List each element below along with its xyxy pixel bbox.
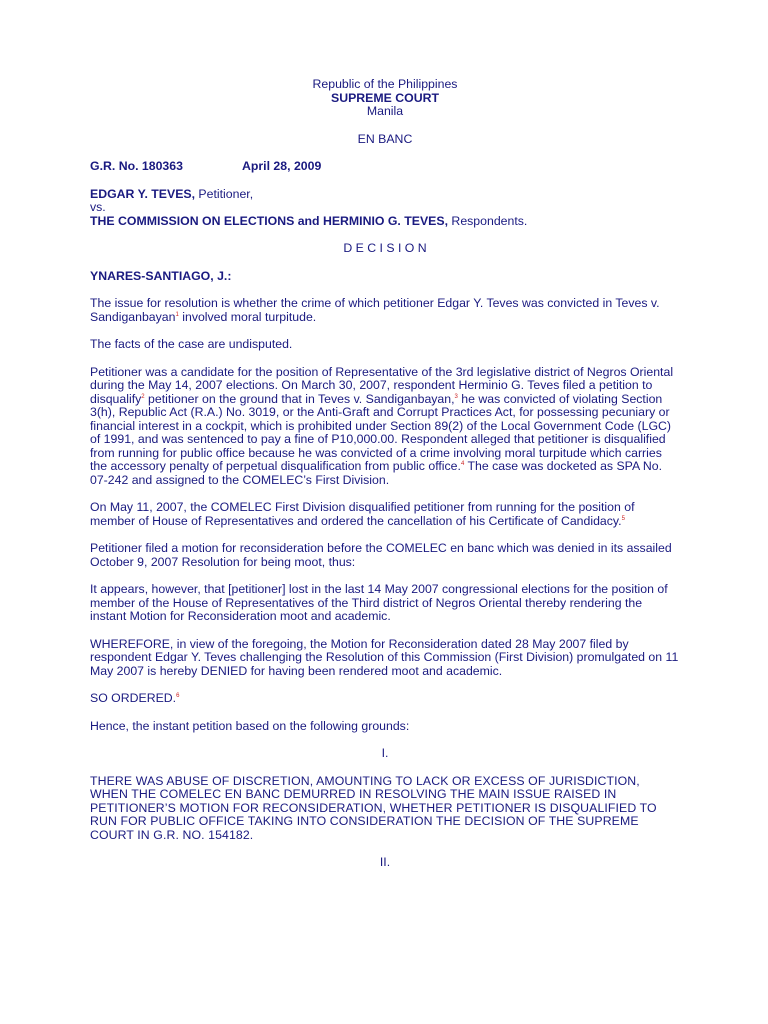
ponente: YNARES-SANTIAGO, J.: <box>90 268 232 283</box>
court-header <box>90 78 680 146</box>
paragraph-text: The case was docketed as SPA No. 07-242 and assigned to the COMELEC’s First Division. <box>90 459 663 487</box>
petitioner-name: EDGAR Y. TEVES, <box>90 186 196 201</box>
court-city: Manila <box>366 104 404 118</box>
paragraph-facts: The facts of the case are undisputed. <box>90 337 293 351</box>
paragraph-quote-2: WHEREFORE, in view of the foregoing, the Motion for Reconsideration dated 28 May 2007 filed by respondent Edgar Y. Teves challenging the Resolution of this Commission (First Division) promulgated on 11 May 2007 is hereby DENIED for having been rendered moot and academic. <box>90 636 679 678</box>
respondents-line <box>90 215 680 229</box>
paragraph-text: involved moral turpitude. <box>178 309 317 324</box>
paragraph-text: Petitioner was a candidate for the position of Representative of the 3rd legislative district of Negros Oriental during the May 14, 2007 elections. On March 30, 2007, respondent Herminio G. Teves filed a petition to disqualify <box>90 364 674 406</box>
case-parties <box>90 188 680 229</box>
decision-title: D E C I S I O N <box>343 241 427 255</box>
paragraph-background <box>90 366 680 488</box>
paragraph-text: he was convicted of violating Section 3(h), Republic Act (R.A.) No. 3019, or the Anti-Graft and Corrupt Practices Act, for possessing pecuniary or financial interest in a cockpit, which is prohibited under Section 89(2) of the Local Government Code (LGC) of 1991, and was sentenced to pay a fine of P10,000.00. Respondent alleged that petitioner is disqualified from running for public office because he was convicted of a crime involving moral turpitude which carries the accessory penalty of perpetual disqualification from public office. <box>90 391 671 473</box>
paragraph-text: On May 11, 2007, the COMELEC First Division disqualified petitioner from running for the position of member of House of Representatives and ordered the cancellation of his Certificate of Candidacy. <box>90 500 635 528</box>
ground-text-1: THERE WAS ABUSE OF DISCRETION, AMOUNTING TO LACK OR EXCESS OF JURISDICTION, WHEN THE COMELEC EN BANC DEMURRED IN RESOLVING THE MAIN ISSUE RAISED IN PETITIONER’S MOTION FOR RECONSIDERATION, WHETHER PETITIONER IS DISQUALIFIED TO RUN FOR PUBLIC OFFICE TAKING INTO CONSIDERATION THE DECISION OF THE SUPREME COURT IN G.R. NO. 154182. <box>90 773 657 842</box>
footnote-ref-6[interactable]: 6 <box>176 692 180 699</box>
paragraph-quote-1: It appears, however, that [petitioner] lost in the last 14 May 2007 congressional elections for the position of member of the House of Representatives of the Third district of Negros Oriental thereby rendering the instant Motion for Reconsideration moot and academic. <box>90 582 668 623</box>
footnote-ref-4[interactable]: 4 <box>460 460 465 467</box>
case-number-row <box>90 160 680 174</box>
ground-numeral-2: II. <box>379 855 391 869</box>
paragraph-disqualification <box>90 501 680 528</box>
ground-numeral-1: I. <box>381 746 389 760</box>
respondents-name: THE COMMISSION ON ELECTIONS and HERMINIO G. TEVES, <box>90 213 449 228</box>
petitioner-role: Petitioner, <box>195 186 254 201</box>
document-page <box>90 78 680 870</box>
versus: vs. <box>90 200 106 214</box>
paragraph-so-ordered <box>90 692 680 706</box>
footnote-ref-1[interactable]: 1 <box>175 311 179 318</box>
paragraph-text: petitioner on the ground that in Teves v. Sandiganbayan, <box>144 391 455 406</box>
footnote-ref-3[interactable]: 3 <box>454 393 458 400</box>
paragraph-grounds-intro: Hence, the instant petition based on the following grounds: <box>90 718 410 733</box>
paragraph-motion: Petitioner filed a motion for reconsideration before the COMELEC en banc which was denied in its assailed October 9, 2007 Resolution for being moot, thus: <box>90 541 672 569</box>
decision-date: April 28, 2009 <box>242 159 322 173</box>
paragraph-text: The issue for resolution is whether the crime of which petitioner Edgar Y. Teves was convicted in Teves v. Sandiganbayan <box>90 296 660 324</box>
respondents-role: Respondents. <box>448 213 528 228</box>
footnote-ref-2[interactable]: 2 <box>141 393 145 400</box>
court-name: SUPREME COURT <box>331 90 439 105</box>
republic-line: Republic of the Philippines <box>312 77 458 91</box>
petitioner-line <box>90 188 680 202</box>
footnote-ref-5[interactable]: 5 <box>621 515 625 522</box>
paragraph-issue <box>90 297 680 324</box>
court-division: EN BANC <box>357 131 413 146</box>
paragraph-text: SO ORDERED. <box>90 691 177 705</box>
gr-number: G.R. No. 180363 <box>90 159 183 173</box>
